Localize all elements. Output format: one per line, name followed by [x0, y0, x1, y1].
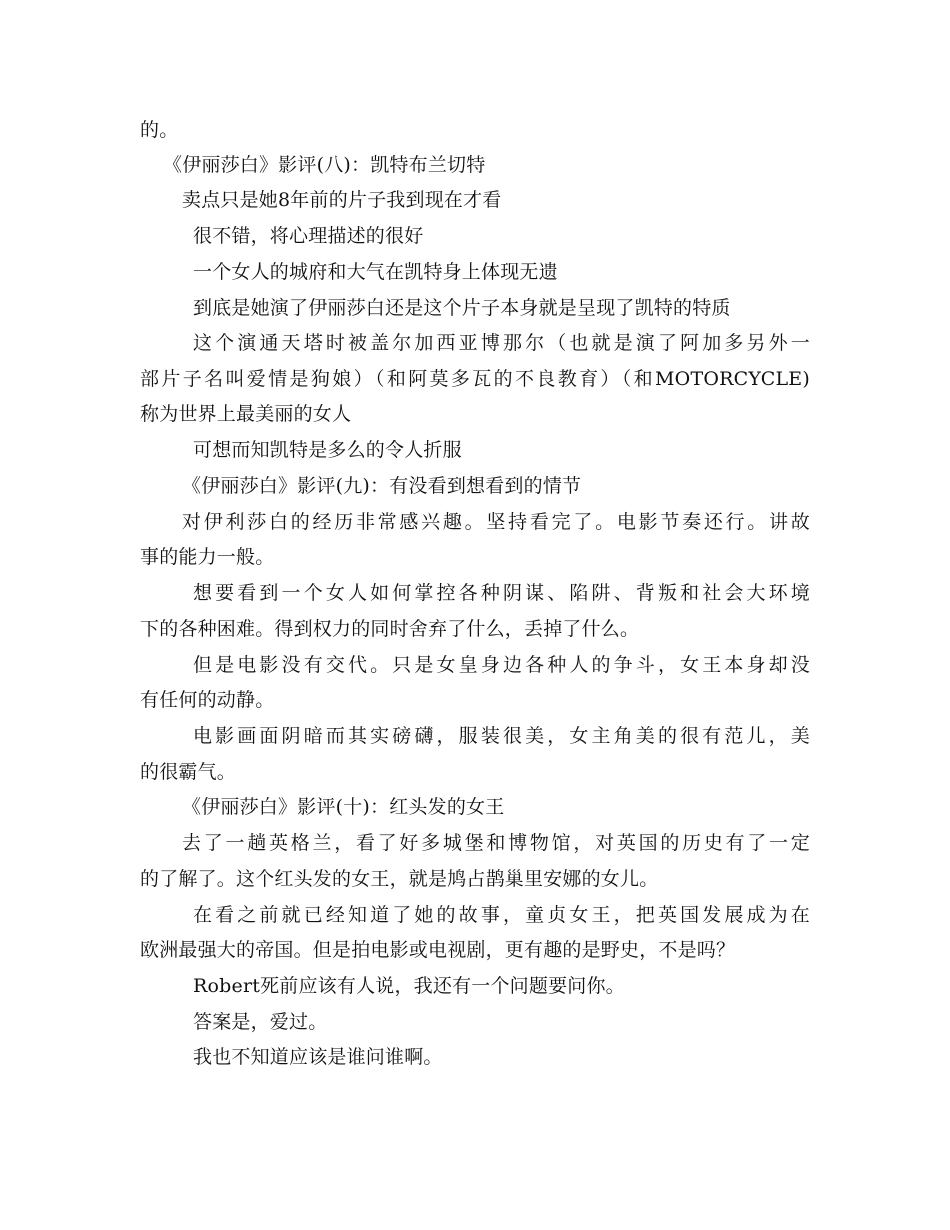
- paragraph-line: 一个女人的城府和大气在凯特身上体现无遗: [193, 261, 558, 283]
- paragraph-line: 在看之前就已经知道了她的故事，童贞女王，把英国发展成为在: [193, 904, 810, 926]
- paragraph-line: 我也不知道应该是谁问谁啊。: [193, 1046, 443, 1068]
- paragraph-line: Robert死前应该有人说，我还有一个问题要问你。: [193, 975, 625, 997]
- paragraph-line: 但是电影没有交代。只是女皇身边各种人的争斗，女王本身却没: [193, 654, 810, 676]
- paragraph-line: 很不错，将心理描述的很好: [193, 225, 424, 247]
- paragraph-line: 下的各种困难。得到权力的同时舍弃了什么，丢掉了什么。: [140, 618, 640, 640]
- paragraph-line: 的。: [140, 119, 179, 141]
- paragraph-line: 事的能力一般。: [140, 546, 275, 568]
- paragraph-line: 欧洲最强大的帝国。但是拍电影或电视剧，更有趣的是野史，不是吗？: [140, 939, 736, 961]
- paragraph-line: 去了一趟英格兰，看了好多城堡和博物馆，对英国的历史有了一定: [182, 832, 810, 854]
- paragraph-line: 答案是，爱过。: [193, 1011, 328, 1033]
- section-heading-9: 《伊丽莎白》影评(九)：有没看到想看到的情节: [182, 475, 582, 497]
- paragraph-line: 对伊利莎白的经历非常感兴趣。坚持看完了。电影节奏还行。讲故: [182, 511, 810, 533]
- paragraph-line: 的很霸气。: [140, 761, 237, 783]
- paragraph-line: 卖点只是她8年前的片子我到现在才看: [182, 189, 502, 211]
- paragraph-line: 的了解了。这个红头发的女王，就是鸠占鹊巢里安娜的女儿。: [140, 868, 659, 890]
- paragraph-line: 到底是她演了伊丽莎白还是这个片子本身就是呈现了凯特的特质: [193, 297, 731, 319]
- paragraph-line: 这个演通天塔时被盖尔加西亚博那尔（也就是演了阿加多另外一: [193, 332, 810, 354]
- paragraph-line: 可想而知凯特是多么的令人折服: [193, 439, 462, 461]
- paragraph-line: 想要看到一个女人如何掌控各种阴谋、陷阱、背叛和社会大环境: [193, 582, 810, 604]
- paragraph-line: 部片子名叫爱情是狗娘）（和阿莫多瓦的不良教育）（和MOTORCYCLE): [140, 368, 810, 390]
- paragraph-line: 电影画面阴暗而其实磅礴，服装很美，女主角美的很有范儿，美: [193, 725, 810, 747]
- paragraph-line: 称为世界上最美丽的女人: [140, 403, 352, 425]
- section-heading-10: 《伊丽莎白》影评(十)：红头发的女王: [182, 796, 505, 818]
- section-heading-8: 《伊丽莎白》影评(八)：凯特布兰切特: [163, 154, 486, 176]
- paragraph-line: 有任何的动静。: [140, 689, 275, 711]
